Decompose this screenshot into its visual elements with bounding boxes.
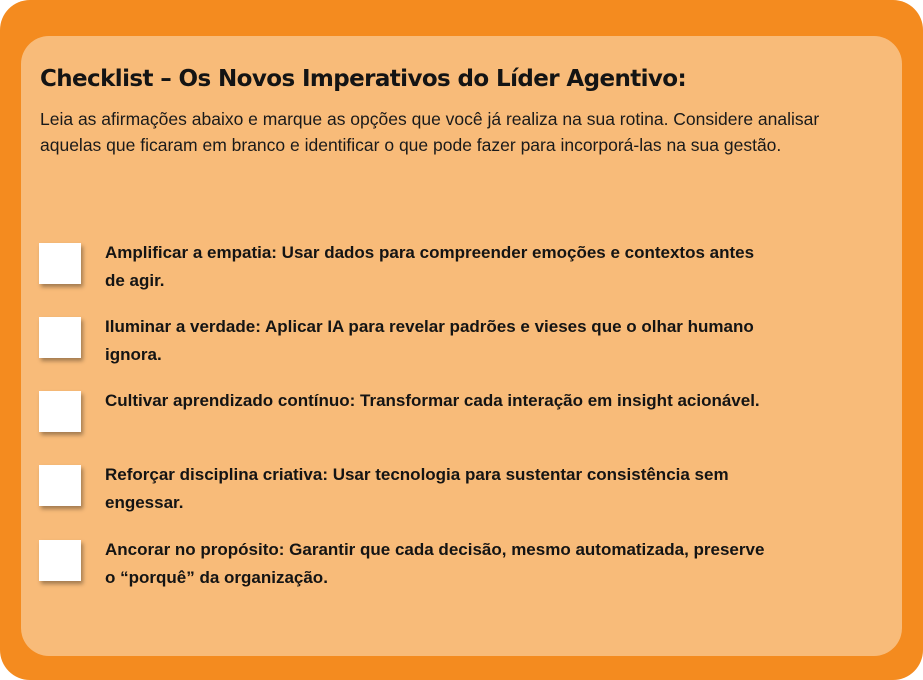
- checklist-card: [21, 36, 902, 656]
- checklist-item-label: Reforçar disciplina criativa: Usar tecnologia para sustentar consistência sem engessar.: [105, 465, 729, 512]
- checkbox[interactable]: [39, 465, 81, 506]
- checklist-item-label: Iluminar a verdade: Aplicar IA para revelar padrões e vieses que o olhar humano ignora.: [105, 317, 754, 364]
- checklist-item-truth: [39, 313, 759, 373]
- checkbox[interactable]: [39, 540, 81, 581]
- checklist-item-discipline: [39, 461, 759, 521]
- checklist-item-label: Amplificar a empatia: Usar dados para compreender emoções e contextos antes de agir.: [105, 243, 755, 290]
- checkbox[interactable]: [39, 243, 81, 284]
- checklist-item-label: Ancorar no propósito: Garantir que cada decisão, mesmo automatizada, preserve o “porquê” da organização.: [105, 540, 765, 587]
- checkbox[interactable]: [39, 317, 81, 358]
- checklist-item-empathy: [39, 239, 759, 299]
- page-title: Checklist – Os Novos Imperativos do Líder Agentivo:: [40, 66, 687, 92]
- checklist-item-label: Cultivar aprendizado contínuo: Transformar cada interação em insight acionável.: [105, 391, 760, 410]
- checklist-item-purpose: [39, 536, 765, 596]
- intro-text: Leia as afirmações abaixo e marque as opções que você já realiza na sua rotina. Considere analisar aquelas que ficaram em branco e identificar o que pode fazer para incorporá-las na sua gestão.: [40, 109, 820, 155]
- checkbox[interactable]: [39, 391, 81, 432]
- checklist-item-learning: [39, 387, 759, 447]
